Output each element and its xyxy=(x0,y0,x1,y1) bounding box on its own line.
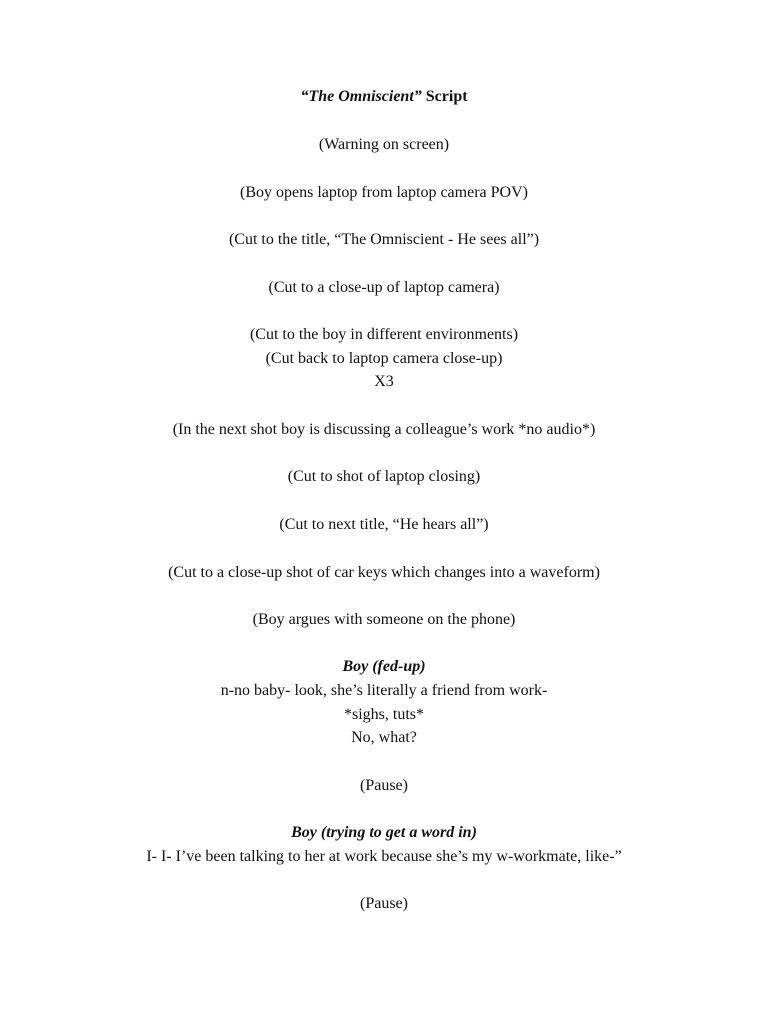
dialogue-line: No, what? xyxy=(351,729,417,746)
script-title-italic: “The Omniscient” xyxy=(300,88,422,105)
speaker-name: Boy (fed-up) xyxy=(342,658,426,675)
dialogue-line: *sighs, tuts* xyxy=(343,706,424,723)
stage-direction: (In the next shot boy is discussing a colleague’s work *no audio*) xyxy=(172,421,596,438)
stage-direction: (Cut to the boy in different environments) xyxy=(249,326,519,343)
speaker-name: Boy (trying to get a word in) xyxy=(291,824,477,841)
stage-direction: (Warning on screen) xyxy=(318,136,450,153)
stage-direction: (Cut to the title, “The Omniscient - He sees all”) xyxy=(228,231,540,248)
script-title-suffix: Script xyxy=(421,88,468,105)
stage-direction: (Pause) xyxy=(360,895,408,912)
repeat-marker: X3 xyxy=(374,373,394,390)
stage-direction: (Cut to next title, “He hears all”) xyxy=(279,516,489,533)
stage-direction: (Cut to shot of laptop closing) xyxy=(287,468,481,485)
dialogue-line: I- I- I’ve been talking to her at work because she’s my w-workmate, like-” xyxy=(146,848,622,865)
stage-direction: (Pause) xyxy=(360,777,408,794)
stage-direction: (Cut back to laptop camera close-up) xyxy=(265,350,503,367)
stage-direction: (Cut to a close-up of laptop camera) xyxy=(268,279,500,296)
script-title xyxy=(0,87,768,107)
stage-direction: (Boy opens laptop from laptop camera POV) xyxy=(240,184,528,201)
stage-direction: (Cut to a close-up shot of car keys which changes into a waveform) xyxy=(168,564,600,581)
dialogue-line: n-no baby- look, she’s literally a friend from work- xyxy=(220,682,548,699)
stage-direction: (Boy argues with someone on the phone) xyxy=(252,611,516,628)
